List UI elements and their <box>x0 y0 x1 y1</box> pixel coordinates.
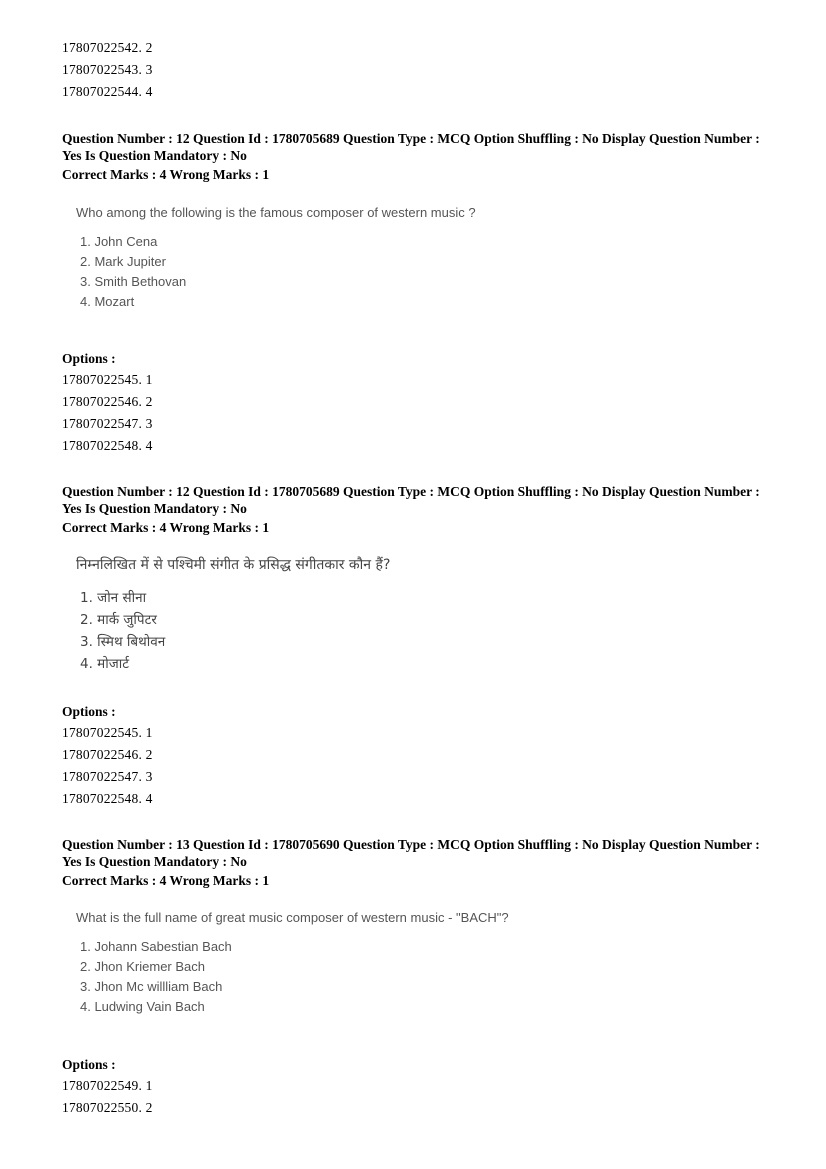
choice-item: 2. मार्क जुपिटर <box>80 612 157 628</box>
option-line: 17807022547. 3 <box>62 769 153 784</box>
question-header: Question Number : 13 Question Id : 1780705690 Question Type : MCQ Option Shuffling : No Display Question Number : Yes Is Question Mandatory : No <box>62 837 760 869</box>
option-line: 17807022543. 3 <box>62 62 153 77</box>
choice-item: 3. स्मिथ बिथोवन <box>80 634 166 650</box>
option-line: 17807022546. 2 <box>62 747 153 762</box>
choice-item: 2. Jhon Kriemer Bach <box>80 959 206 974</box>
marks-line: Correct Marks : 4 Wrong Marks : 1 <box>62 520 270 535</box>
question-image <box>76 555 390 676</box>
marks-line: Correct Marks : 4 Wrong Marks : 1 <box>62 873 270 888</box>
question-header: Question Number : 12 Question Id : 1780705689 Question Type : MCQ Option Shuffling : No Display Question Number : Yes Is Question Mandatory : No <box>62 484 760 516</box>
question-header: Question Number : 12 Question Id : 1780705689 Question Type : MCQ Option Shuffling : No Display Question Number : Yes Is Question Mandatory : No <box>62 131 760 163</box>
option-line: 17807022550. 2 <box>62 1100 153 1115</box>
option-line: 17807022545. 1 <box>62 725 153 740</box>
choice-item: 2. Mark Jupiter <box>80 254 166 269</box>
options-label: Options : <box>62 351 116 366</box>
question-text: निम्नलिखित में से पश्चिमी संगीत के प्रसिद्ध संगीतकार कौन हैं? <box>76 557 391 573</box>
choice-item: 3. Smith Bethovan <box>80 274 187 289</box>
question-image <box>76 205 476 314</box>
options-label: Options : <box>62 1057 116 1072</box>
option-line: 17807022542. 2 <box>62 40 153 55</box>
option-line: 17807022545. 1 <box>62 372 153 387</box>
option-line: 17807022544. 4 <box>62 84 153 99</box>
options-label: Options : <box>62 704 116 719</box>
question-text: Who among the following is the famous composer of western music ? <box>76 205 476 220</box>
choice-item: 3. Jhon Mc willliam Bach <box>80 979 223 994</box>
marks-line: Correct Marks : 4 Wrong Marks : 1 <box>62 167 270 182</box>
option-line: 17807022546. 2 <box>62 394 153 409</box>
choice-item: 1. Johann Sabestian Bach <box>80 939 232 954</box>
question-text: What is the full name of great music composer of western music - "BACH"? <box>76 910 509 925</box>
choice-item: 4. मोजार्ट <box>80 656 130 672</box>
choice-item: 4. Mozart <box>80 294 135 309</box>
option-line: 17807022548. 4 <box>62 438 153 453</box>
option-line: 17807022547. 3 <box>62 416 153 431</box>
option-line: 17807022549. 1 <box>62 1078 153 1093</box>
choice-item: 1. जोन सीना <box>80 590 147 606</box>
choice-item: 1. John Cena <box>80 234 158 249</box>
option-line: 17807022548. 4 <box>62 791 153 806</box>
choice-item: 4. Ludwing Vain Bach <box>80 999 205 1014</box>
question-image <box>76 910 509 1019</box>
